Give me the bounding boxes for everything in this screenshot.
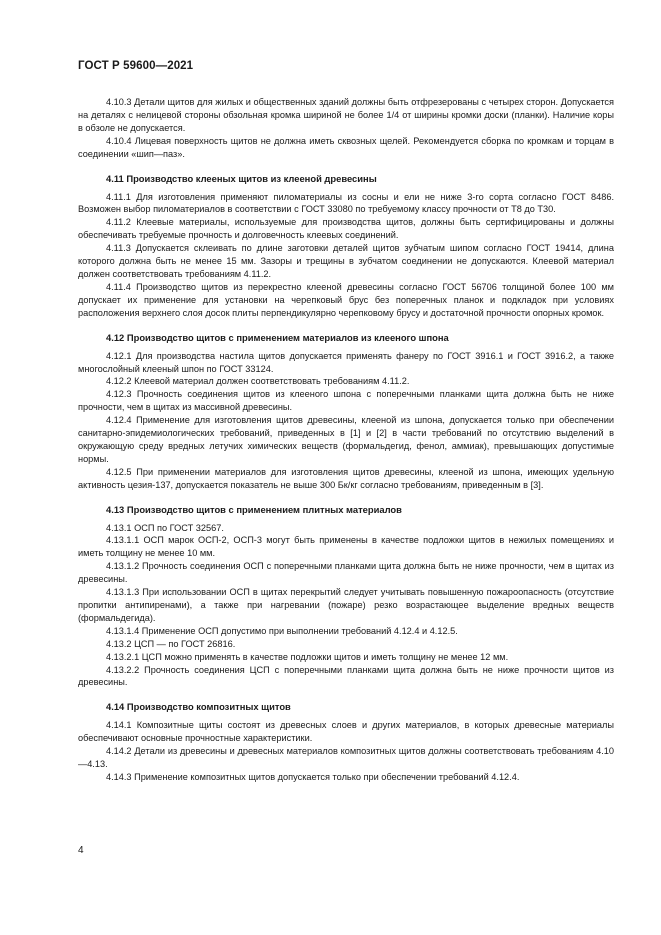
paragraph: 4.13.2 ЦСП — по ГОСТ 26816. bbox=[106, 638, 236, 649]
paragraph: 4.11.4 Производство щитов из перекрестно клееной древесины согласно ГОСТ 56706 толщиной более 100 мм допускает их применение для установки на черепковый брус без поперечных планок и подкладок при условиях расположения верхнего слоя досок плиты перпендикулярно черепковому брусу и достаточной прочности опорных кромок. bbox=[78, 281, 614, 318]
paragraph: 4.13.1.4 Применение ОСП допустимо при выполнении требований 4.12.4 и 4.12.5. bbox=[106, 625, 458, 636]
paragraph: 4.12.4 Применение для изготовления щитов древесины, клееной из шпона, допускается только при обеспечении санитарно-эпидемиологических требований, приведенных в [1] и [2] в части требований по отсутствию выделений в окружающую среду вредных летучих химических веществ (формальдегид, фенол, аммиак), превышающих допустимые нормы. bbox=[78, 415, 614, 464]
section-heading: 4.11 Производство клееных щитов из клееной древесины bbox=[106, 172, 377, 184]
paragraph: 4.14.3 Применение композитных щитов допускается только при обеспечении требований 4.12.4. bbox=[106, 771, 520, 782]
paragraph: 4.12.1 Для производства настила щитов допускается применять фанеру по ГОСТ 3916.1 и ГОСТ 3916.2, а также многослойный клееный шпон по ГОСТ 33124. bbox=[78, 350, 614, 374]
paragraph: 4.14.2 Детали из древесины и древесных материалов композитных щитов должны соответствовать требованиям 4.10—4.13. bbox=[78, 746, 614, 770]
section-heading: 4.13 Производство щитов с применением плитных материалов bbox=[106, 503, 402, 515]
paragraph: 4.13.2.1 ЦСП можно применять в качестве подложки щитов и иметь толщину не менее 12 мм. bbox=[106, 651, 509, 662]
document-header: ГОСТ Р 59600—2021 bbox=[78, 60, 194, 72]
document-body bbox=[78, 96, 614, 784]
paragraph: 4.10.4 Лицевая поверхность щитов не должна иметь сквозных щелей. Рекомендуется сборка по кромкам и торцам в соединении «шип—паз». bbox=[78, 135, 614, 159]
paragraph: 4.12.3 Прочность соединения щитов из клееного шпона с поперечными планками щита должна быть не ниже прочности, чем в щитах из массивной древесины. bbox=[78, 389, 614, 413]
paragraph: 4.11.3 Допускается склеивать по длине заготовки деталей щитов зубчатым шипом согласно ГОСТ 19414, длина которого должна быть не менее 15 мм. Зазоры и трещины в зубчатом соединении не допускаются. Клеевой материал должен соответствовать требованиям 4.11.2. bbox=[78, 243, 614, 279]
paragraph: 4.12.2 Клеевой материал должен соответствовать требованиям 4.11.2. bbox=[106, 376, 410, 387]
paragraph: 4.13.1.2 Прочность соединения ОСП с поперечными планками щита должна быть не ниже прочности, чем в щитах из древесины. bbox=[78, 561, 614, 585]
paragraph: 4.13.2.2 Прочность соединения ЦСП с поперечными планками щита должна быть не ниже прочности щитов из древесины. bbox=[78, 664, 614, 688]
section-heading: 4.14 Производство композитных щитов bbox=[106, 701, 291, 713]
page-number: 4 bbox=[78, 845, 84, 856]
paragraph: 4.13.1.3 При использовании ОСП в щитах перекрытий следует учитывать повышенную пожароопасность (отсутствие пропитки антипиренами), а также при нагревании (пожаре) резко возрастающее выделение вредных веществ (формальдегида). bbox=[78, 587, 614, 623]
paragraph: 4.13.1 ОСП по ГОСТ 32567. bbox=[106, 522, 224, 533]
paragraph: 4.11.2 Клеевые материалы, используемые для производства щитов, должны быть сертифицированы и должны обеспечивать требуемые прочность и долговечность клеевых соединений. bbox=[78, 217, 614, 241]
paragraph: 4.11.1 Для изготовления применяют пиломатериалы из сосны и ели не ниже 3-го сорта согласно ГОСТ 8486. Возможен выбор пиломатериалов в соответствии с ГОСТ 33080 по требуемому классу прочности от Т8 до Т30. bbox=[78, 191, 614, 215]
paragraph: 4.13.1.1 ОСП марок ОСП-2, ОСП-3 могут быть применены в качестве подложки щитов в нежилых помещениях и иметь толщину не менее 10 мм. bbox=[78, 535, 614, 559]
paragraph: 4.14.1 Композитные щиты состоят из древесных слоев и других материалов, в которых древесные материалы обеспечивают основные прочностные характеристики. bbox=[78, 720, 614, 744]
document-page bbox=[78, 60, 614, 784]
paragraph: 4.12.5 При применении материалов для изготовления щитов древесины, клееной из шпона, имеющих удельную активность цезия-137, допускается показатель не выше 300 Бк/кг согласно требованиям, приведенным в [3]. bbox=[78, 466, 614, 490]
paragraph: 4.10.3 Детали щитов для жилых и общественных зданий должны быть отфрезерованы с четырех сторон. Допускается на деталях с нелицевой стороны обзольная кромка шириной не более 1/4 от ширины кромки доски (планки). Наличие коры в обзоле не допускается. bbox=[78, 97, 614, 133]
section-heading: 4.12 Производство щитов с применением материалов из клееного шпона bbox=[106, 331, 449, 343]
